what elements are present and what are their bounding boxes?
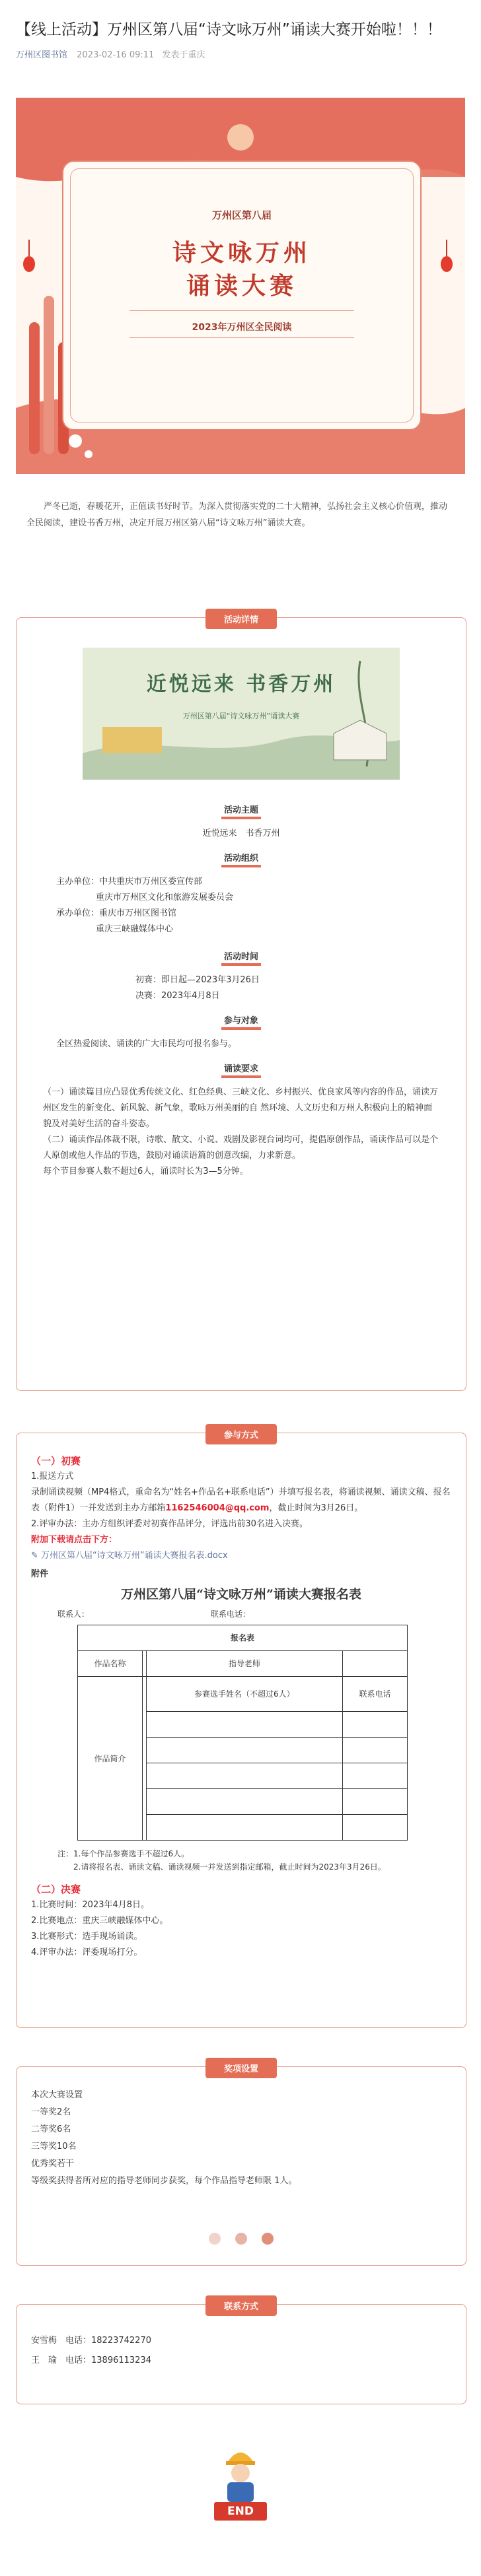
host-2: 重庆市万州区文化和旅游发展委员会 — [96, 893, 234, 902]
host-label: 主办单位： — [56, 877, 100, 887]
step2-text: 2.评审办法：主办方组织评委对初赛作品评分，评选出前30名进入决赛。 — [31, 1519, 308, 1529]
banner-name-line2: 诵读大赛 — [186, 272, 297, 300]
contact-person-1: 安雪梅 电话：18223742270 — [31, 2336, 151, 2346]
article-title: 【线上活动】万州区第八届“诗文咏万州”诵读大赛开始啦！！！ — [16, 21, 442, 38]
contact-badge: 联系方式 — [205, 2295, 277, 2316]
banner-subtitle: 2023年万州区全民阅读 — [192, 322, 292, 333]
intro-paragraph: 严冬已逝，春暖花开，正值读书好时节。为深入贯彻落实党的二十大精神，弘扬社会主义核心价值观，推动全民阅读，建设书香万州，决定开展万州区第八届“诗文咏万州”诵读大赛。 — [26, 502, 448, 528]
final-format: 3.比赛形式：选手现场诵读。 — [31, 1932, 143, 1942]
form-work-label: 作品名称 — [78, 1651, 143, 1677]
form-cell — [146, 1712, 342, 1738]
awards-list — [31, 2087, 451, 2190]
awards-section — [16, 2066, 466, 2266]
publish-date: 2023-02-16 09:11 — [77, 50, 155, 60]
form-contact-label: 联系人： — [57, 1610, 90, 1619]
form-notes — [57, 1847, 451, 1874]
form-brief-label: 作品简介 — [78, 1677, 143, 1841]
org-heading: 活动组织 — [221, 851, 261, 867]
details-poster-image — [83, 648, 400, 780]
time-prelim: 初赛：即日起—2023年3月26日 — [135, 975, 260, 985]
awards-item: 优秀奖若干 — [31, 2159, 75, 2169]
form-cell — [146, 1738, 342, 1763]
step1-deadline: ，截止时间为3月26日。 — [269, 1503, 363, 1513]
requirement-3: 每个节目参赛人数不超过6人，诵读时长为3—5分钟。 — [43, 1167, 248, 1176]
step1-body: 录制诵读视频（MP4格式，重命名为“姓名+作品名+联系电话”）并填写报名表，将诵读视频、诵读文稿、报名表（附件1）一并发送到主办方邮箱 — [31, 1487, 451, 1513]
poster-subtitle: 万州区第八届“诗文咏万州”诵读大赛 — [182, 712, 300, 720]
details-section — [16, 617, 466, 1391]
form-contact-row — [57, 1606, 451, 1622]
form-cell — [342, 1763, 407, 1789]
participate-section — [16, 1433, 466, 2028]
contact-person-2: 王 瑜 电话：13896113234 — [31, 2356, 151, 2365]
form-teacher-label: 指导老师 — [146, 1651, 342, 1677]
requirement-1: （一）诵读篇目应凸显优秀传统文化、红色经典、三峡文化、乡村振兴、优良家风等内容的作品，诵读万州区发生的新变化、新风貌、新气象，歌咏万州美丽的自 然环境、人文历史和万州人积极向上的精神面貌及对美好生活的奋斗姿态。 — [43, 1087, 439, 1129]
article-meta — [16, 48, 465, 60]
form-cell — [342, 1815, 407, 1841]
final-place: 2.比赛地点：重庆三峡融媒体中心。 — [31, 1916, 168, 1926]
time-heading: 活动时间 — [221, 949, 261, 966]
banner-card — [62, 160, 422, 430]
awards-item: 一等奖2名 — [31, 2107, 71, 2117]
attachment-link[interactable] — [31, 1548, 451, 1564]
host-1: 中共重庆市万州区委宣传部 — [99, 877, 203, 887]
form-note-2: 2.请将报名表、诵读文稿、诵读视频一并发送到指定邮箱，截止时间为2023年3月26日。 — [73, 1862, 386, 1872]
final-judging: 4.评审办法：评委现场打分。 — [31, 1948, 143, 1957]
form-cell — [342, 1789, 407, 1815]
participate-body — [31, 1453, 451, 1961]
registration-form-table — [77, 1625, 408, 1841]
attachment-label: 附件 — [31, 1569, 49, 1579]
time-block — [135, 972, 466, 1004]
article-header — [0, 0, 481, 60]
contact-list — [31, 2331, 451, 2371]
awards-item: 等级奖获得者所对应的指导老师同步获奖，每个作品指导老师限 1人。 — [31, 2176, 297, 2186]
publish-location: 发表于重庆 — [162, 50, 205, 60]
form-tel-label: 联系电话 — [342, 1677, 407, 1712]
details-badge: 活动详情 — [205, 609, 277, 629]
form-cell — [342, 1712, 407, 1738]
banner-image — [16, 98, 465, 474]
target-heading: 参与对象 — [221, 1013, 261, 1030]
end-mark — [207, 2436, 274, 2528]
form-cell — [146, 1815, 342, 1841]
attachment-file[interactable]: 万州区第八届“诗文咏万州”诵读大赛报名表.docx — [41, 1551, 228, 1561]
awards-item: 二等奖6名 — [31, 2124, 71, 2134]
details-body — [17, 803, 466, 1180]
form-title: 万州区第八届“诗文咏万州”诵读大赛报名表 — [121, 1587, 361, 1602]
form-phone-label: 联系电话： — [210, 1610, 250, 1619]
time-final: 决赛：2023年4月8日 — [135, 991, 220, 1001]
requirements-heading: 诵读要求 — [221, 1062, 261, 1078]
form-cell — [146, 1763, 342, 1789]
contest-email[interactable]: 1162546004@qq.com — [165, 1503, 270, 1513]
final-heading: （二）决赛 — [31, 1883, 81, 1895]
end-label: END — [214, 2502, 267, 2521]
step1-label: 1.报送方式 — [31, 1472, 74, 1481]
form-cell — [342, 1738, 407, 1763]
theme-heading: 活动主题 — [221, 803, 261, 819]
banner-name-line1: 诗文咏万州 — [172, 239, 311, 267]
awards-dots-decoration — [17, 2225, 466, 2252]
form-teacher-cell — [342, 1651, 407, 1677]
form-head: 报名表 — [78, 1625, 408, 1651]
final-time: 1.比赛时间：2023年4月8日。 — [31, 1900, 150, 1910]
form-cell — [146, 1789, 342, 1815]
undertake-label: 承办单位： — [56, 908, 100, 918]
contact-section — [16, 2304, 466, 2404]
undertaker-1: 重庆市万州区图书馆 — [99, 908, 177, 918]
form-names-label: 参赛选手姓名（不超过6人） — [146, 1677, 342, 1712]
participate-badge: 参与方式 — [205, 1424, 277, 1444]
poster-title: 近悦远来 书香万州 — [146, 673, 336, 696]
step1-paragraph — [31, 1485, 451, 1516]
org-block — [56, 874, 466, 937]
attachment-icon: ✎ — [31, 1551, 42, 1561]
undertaker-2: 重庆三峡融媒体中心 — [96, 924, 174, 934]
requirement-2: （二）诵读作品体裁不限，诗歌、散文、小说、戏剧及影视台词均可，提倡原创作品，诵读作品可以是个人原创或他人作品的节选，鼓励对诵读语篇的创意改编，力求新意。 — [43, 1135, 439, 1161]
attachment-note: 附加下载请点击下方： — [31, 1535, 118, 1545]
awards-badge: 奖项设置 — [205, 2058, 277, 2078]
awards-item: 三等奖10名 — [31, 2142, 77, 2152]
requirements-block — [43, 1085, 439, 1180]
account-link[interactable]: 万州区图书馆 — [16, 50, 68, 60]
worker-icon — [207, 2436, 274, 2509]
target-text: 全区热爱阅读、诵读的广大市民均可报名参与。 — [56, 1039, 237, 1049]
banner-org-line: 万州区第八届 — [211, 209, 272, 221]
awards-item: 本次大赛设置 — [31, 2090, 83, 2100]
prelim-heading: （一）初赛 — [31, 1455, 81, 1467]
theme-text: 近悦远来 书香万州 — [202, 829, 280, 838]
form-note-1: 注：1.每个作品参赛选手不超过6人。 — [57, 1849, 190, 1858]
